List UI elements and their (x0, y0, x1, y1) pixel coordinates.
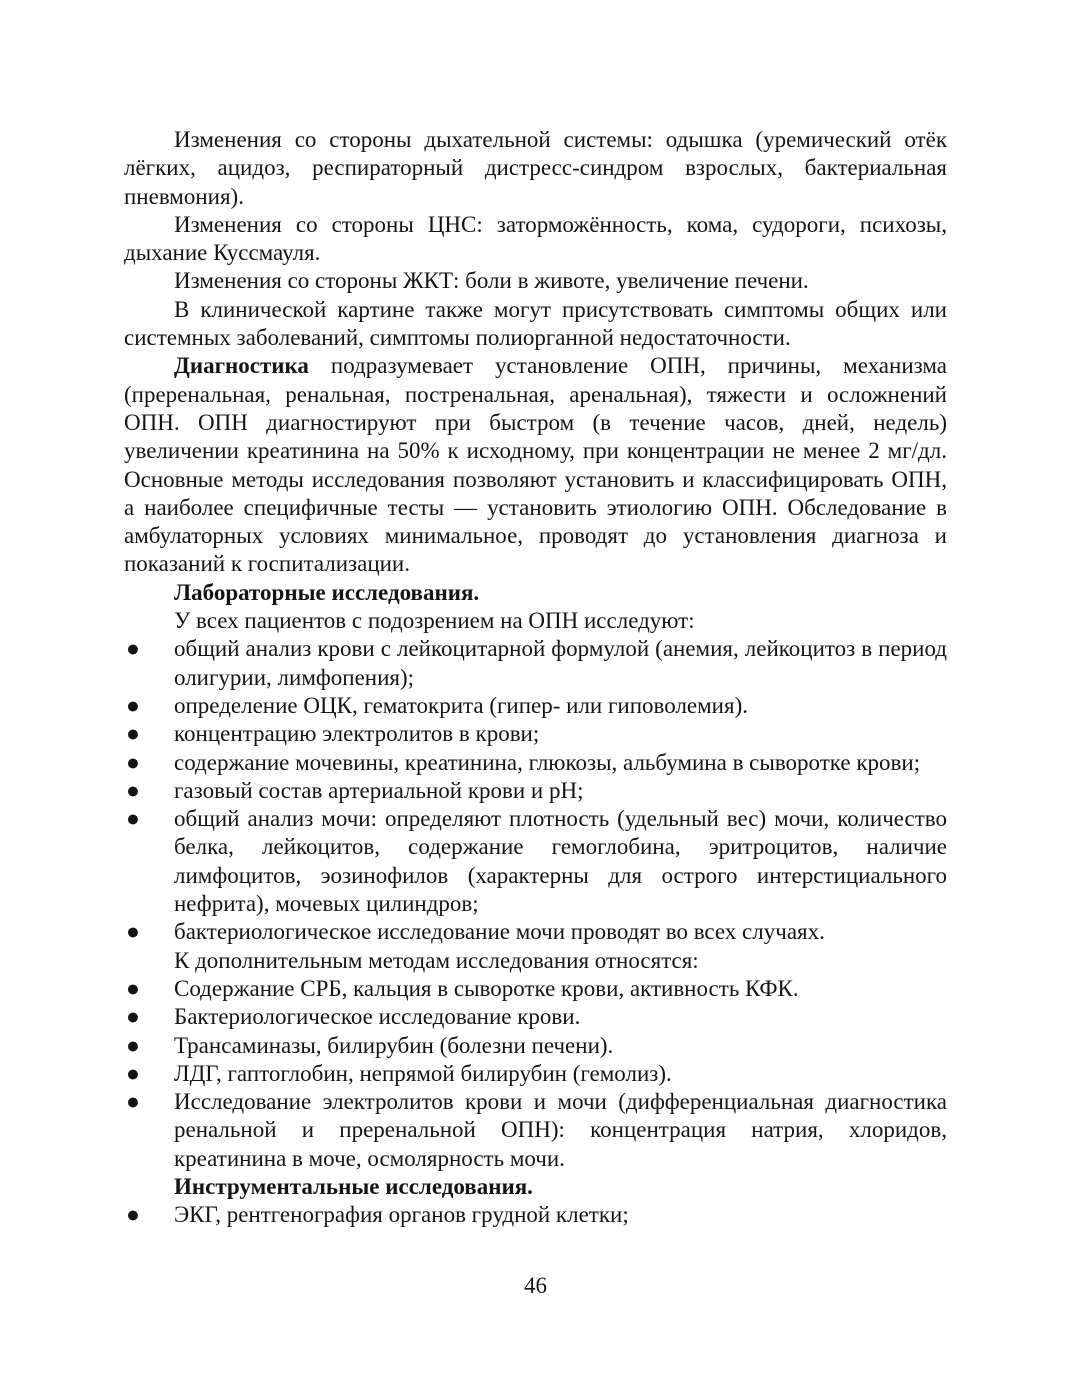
instrumental-list (124, 1201, 947, 1229)
list-item (124, 692, 947, 720)
list-item-text: общий анализ крови с лейкоцитарной формулой (анемия, лейкоцитоз в период олигурии, лимфопения); (174, 636, 947, 690)
bullet-icon: ● (126, 1089, 140, 1115)
list-item (124, 975, 947, 1003)
lab-intro: У всех пациентов с подозрением на ОПН исследуют: (174, 608, 695, 634)
list-item-text: концентрацию электролитов в крови; (174, 721, 540, 747)
diagnostics-lead: Диагностика (174, 353, 309, 379)
bullet-icon: ● (126, 636, 140, 662)
list-item (124, 777, 947, 805)
bullet-icon: ● (126, 919, 140, 945)
list-item (124, 1003, 947, 1031)
list-item (124, 1088, 947, 1173)
list-item (124, 1032, 947, 1060)
list-item-text: Бактериологическое исследование крови. (174, 1004, 581, 1030)
lab-list (124, 635, 947, 946)
bullet-icon: ● (126, 749, 140, 775)
paragraph-diagnostics (124, 352, 947, 578)
list-item (124, 1201, 947, 1229)
instrumental-heading: Инструментальные исследования. (174, 1173, 533, 1199)
bullet-icon: ● (126, 1032, 140, 1058)
page-number: 46 (524, 1273, 547, 1298)
bullet-icon: ● (126, 1004, 140, 1030)
bullet-icon: ● (126, 777, 140, 803)
bullet-icon: ● (126, 1202, 140, 1228)
extra-methods-intro: К дополнительным методам исследования относятся: (174, 947, 699, 973)
paragraph-gi: Изменения со стороны ЖКТ: боли в животе, увеличение печени. (174, 268, 809, 294)
list-item (124, 805, 947, 918)
diagnostics-text: подразумевает установление ОПН, причины, механизма (преренальная, ренальная, постренальная, аренальная), тяжести и осложнений ОПН. ОПН диагностируют при быстром (в течение часов, дней, недель) увеличении креатинина на 50% к исходному, при концентрации не менее 2 мг/дл. Основные методы исследования позволяют установить и классифицировать ОПН, а наиболее специфичные тесты — установить этиологию ОПН. Обследование в амбулаторных условиях минимальное, проводят до установления диагноза и показаний к госпитализации. (124, 353, 947, 577)
list-item-text: общий анализ мочи: определяют плотность (удельный вес) мочи, количество белка, лейкоцитов, содержание гемоглобина, эритроцитов, наличие лимфоцитов, эозинофилов (характерны для острого интерстициального нефрита), мочевых цилиндров; (174, 806, 947, 917)
list-item-text: Содержание СРБ, кальция в сыворотке крови, активность КФК. (174, 975, 799, 1001)
list-item-text: определение ОЦК, гематокрита (гипер- или гиповолемия). (174, 692, 748, 718)
list-item-text: ЭКГ, рентгенография органов грудной клетки; (174, 1202, 629, 1228)
bullet-icon: ● (126, 692, 140, 718)
paragraph-respiratory: Изменения со стороны дыхательной системы: одышка (уремический отёк лёгких, ацидоз, респираторный дистресс-синдром взрослых, бактериальная пневмония). (124, 127, 947, 209)
bullet-icon: ● (126, 975, 140, 1001)
bullet-icon: ● (126, 1060, 140, 1086)
list-item-text: газовый состав артериальной крови и рН; (174, 777, 584, 803)
list-item (124, 1060, 947, 1088)
list-item (124, 918, 947, 946)
list-item (124, 720, 947, 748)
bullet-icon: ● (126, 721, 140, 747)
paragraph-clinical-picture: В клинической картине также могут присутствовать симптомы общих или системных заболеваний, симптомы полиорганной недостаточности. (124, 296, 947, 351)
paragraph-cns: Изменения со стороны ЦНС: заторможённость, кома, судороги, психозы, дыхание Куссмауля. (124, 211, 947, 266)
extra-methods-list (124, 975, 947, 1173)
list-item-text: бактериологическое исследование мочи проводят во всех случаях. (174, 919, 825, 945)
bullet-icon: ● (126, 806, 140, 832)
list-item-text: содержание мочевины, креатинина, глюкозы, альбумина в сыворотке крови; (174, 749, 921, 775)
list-item (124, 635, 947, 692)
list-item-text: ЛДГ, гаптоглобин, непрямой билирубин (гемолиз). (174, 1060, 672, 1086)
page-body (124, 126, 947, 1230)
lab-heading: Лабораторные исследования. (174, 579, 480, 605)
list-item-text: Исследование электролитов крови и мочи (дифференциальная диагностика ренальной и преренальной ОПН): концентрация натрия, хлоридов, креатинина в моче, осмолярность мочи. (174, 1089, 947, 1171)
list-item-text: Трансаминазы, билирубин (болезни печени). (174, 1032, 614, 1058)
list-item (124, 749, 947, 777)
